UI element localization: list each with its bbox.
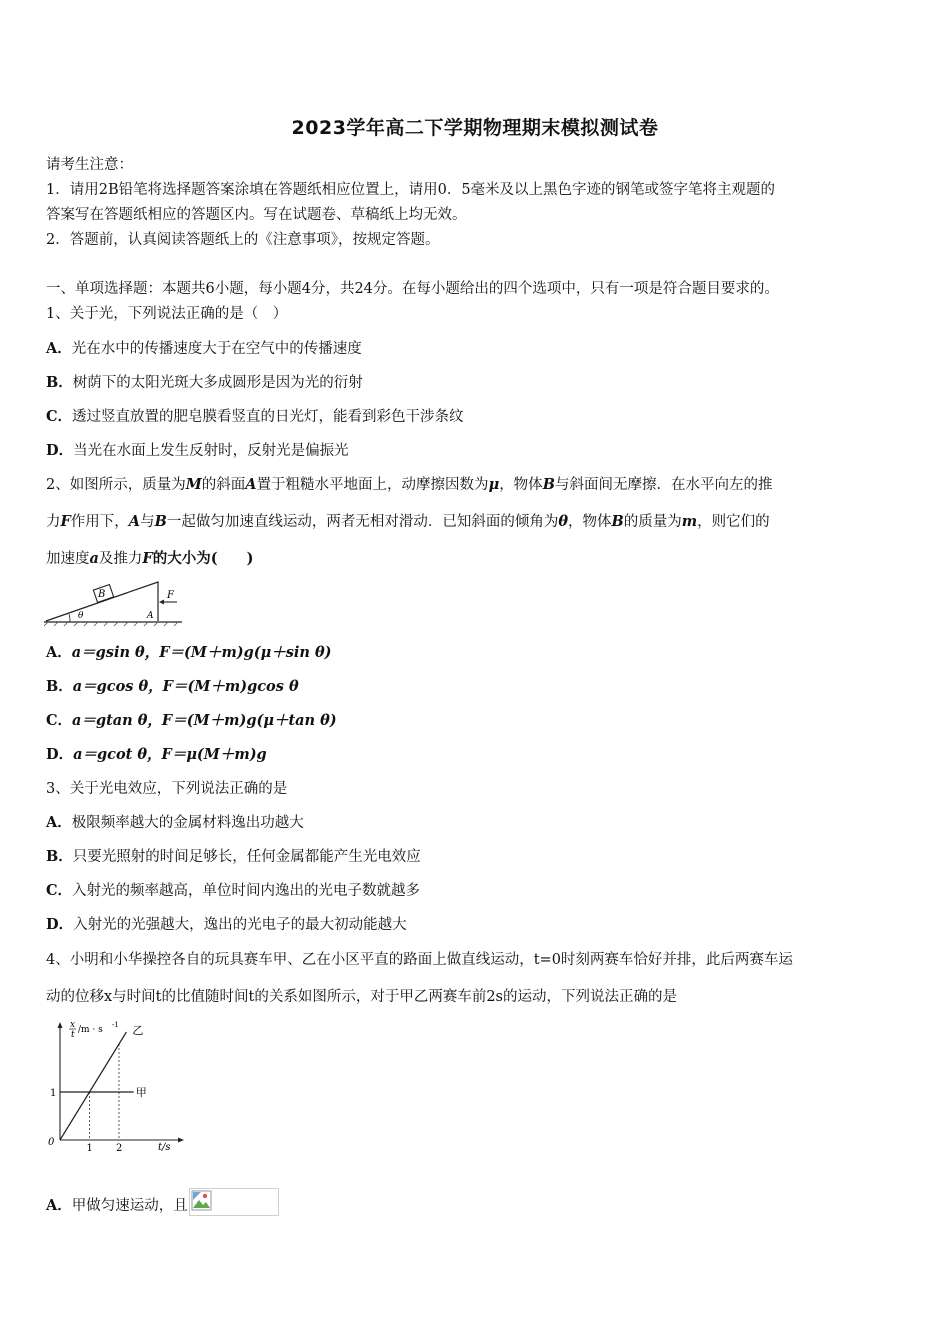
var-m: m [681,513,698,530]
x-axis-arrow [178,1138,184,1143]
q3-option-c [46,879,420,900]
text: ，物体 [568,514,612,530]
y-label-denominator: t [71,1030,75,1040]
notice-line-2: 答案写在答题纸相应的答题区内。写在试题卷、草稿纸上均无效。 [46,207,467,223]
option-text: 入射光的频率越高，单位时间内逸出的光电子数就越多 [72,883,421,899]
var-B: B [154,513,167,530]
var-A: A [245,476,257,493]
option-label: A． [46,340,72,357]
option-text: 极限频率越大的金属材料逸出功越大 [71,815,304,831]
page-title: 2023学年高二下学期物理期末模拟测试卷 [291,117,659,139]
var-mu: μ [488,476,500,493]
option-label: C． [46,882,73,899]
y-unit: /m · s [78,1025,103,1035]
option-label: D． [46,916,74,933]
text: 与斜面间无摩擦．在水平向左的推 [554,477,773,493]
text: 的大小为( ) [152,550,254,567]
y-axis-arrow [58,1022,63,1028]
text: 力 [46,514,61,530]
q2-option-c [46,709,337,730]
option-text: a＝gcot θ，F＝μ(M＋m)g [73,746,267,763]
q2-stem-line-1 [46,473,772,494]
option-text: a＝gtan θ，F＝(M＋m)g(μ＋tan θ) [72,712,337,729]
q2-option-b [46,675,299,696]
series-label-jia: 甲 [135,1086,147,1099]
option-label: B． [46,848,73,865]
text: 的质量为 [623,514,682,530]
text: 一起做匀加速直线运动，两者无相对滑动．已知斜面的倾角为 [166,514,559,530]
option-label: A． [46,1197,72,1214]
block-label: B [98,589,106,600]
notice-line-1: 1．请用2B铅笔将选择题答案涂填在答题纸相应位置上，请用0．5毫米及以上黑色字迹的钢笔或签字笔将主观题的 [46,182,776,198]
option-text: 树荫下的太阳光斑大多成圆形是因为光的衍射 [72,375,363,391]
force-arrowhead [159,600,164,605]
option-label: D． [46,442,74,459]
option-text: 只要光照射的时间足够长，任何金属都能产生光电效应 [72,849,421,865]
notice-heading: 请考生注意： [46,157,133,173]
option-label: C． [46,712,73,729]
option-label: B． [46,678,73,695]
option-text: 当光在水面上发生反射时，反射光是偏振光 [73,443,349,459]
force-label: F [167,590,174,601]
x-axis-label: t/s [158,1142,171,1153]
option-text: 入射光的光强越大，逸出的光电子的最大初动能越大 [73,917,407,933]
var-F: F [142,550,153,567]
option-text: a＝gsin θ，F＝(M＋m)g(μ＋sin θ) [71,644,332,661]
q4-stem-line-1: 4、小明和小华操控各自的玩具赛车甲、乙在小区平直的路面上做直线运动，t=0时刻两赛车恰好并排，此后两赛车运 [46,952,793,968]
q3-option-a [46,811,304,832]
q4-option-a [46,1188,279,1216]
text: 及推力 [98,551,143,567]
text: 加速度 [46,551,90,567]
tick-label-x1: 1 [86,1143,93,1154]
option-text: 甲做匀速运动，且 [71,1198,188,1214]
q1-option-a [46,337,362,358]
var-theta: θ [558,513,568,530]
broken-image-icon [189,1188,279,1216]
text: ，则它们的 [697,514,770,530]
tick-label-y1: 1 [50,1088,57,1099]
q3-option-b [46,845,421,866]
origin-label: 0 [48,1137,55,1148]
option-label: D． [46,746,74,763]
q4-graph [44,1014,194,1156]
section-heading: 一、单项选择题：本题共6小题，每小题4分，共24分。在每小题给出的四个选项中，只有一项是符合题目要求的。 [46,281,779,297]
angle-label: θ [78,611,84,621]
text: 置于粗糙水平地面上，动摩擦因数为 [256,477,489,493]
var-B: B [611,513,624,530]
text: 与 [140,514,155,530]
text: ，物体 [499,477,543,493]
q1-option-b [46,371,363,392]
option-label: C． [46,408,73,425]
option-text: 光在水中的传播速度大于在空气中的传播速度 [71,341,362,357]
option-label: A． [46,814,72,831]
q3-option-d [46,913,407,934]
series-line-yi [60,1032,126,1140]
q4-stem-line-2: 动的位移x与时间t的比值随时间t的关系如图所示，对于甲乙两赛车前2s的运动，下列说法正确的是 [46,989,677,1005]
var-A: A [128,513,141,530]
q2-stem-line-3 [46,547,253,568]
series-layer [60,1032,134,1140]
option-text: a＝gcos θ，F＝(M＋m)gcos θ [72,678,299,695]
y-label-numerator: x [70,1020,76,1030]
q1-option-c [46,405,464,426]
q3-stem: 3、关于光电效应，下列说法正确的是 [46,781,288,797]
option-label: A． [46,644,72,661]
q1-option-d [46,439,349,460]
var-F: F [60,513,71,530]
incline-figure [44,578,184,626]
incline-label: A [147,611,154,621]
angle-arc [69,614,70,622]
var-M: M [185,476,202,493]
notice-line-3: 2．答题前，认真阅读答题纸上的《注意事项》，按规定答题。 [46,232,440,248]
q1-stem: 1、关于光，下列说法正确的是（ ） [46,306,288,322]
option-label: B． [46,374,73,391]
option-text: 透过竖直放置的肥皂膜看竖直的日光灯，能看到彩色干涉条纹 [72,409,464,425]
y-unit-exponent: -1 [112,1021,119,1029]
var-B: B [542,476,555,493]
text: 2、如图所示，质量为 [46,477,186,493]
text: 的斜面 [201,477,246,493]
var-a: a [89,550,99,567]
q2-stem-line-2 [46,510,770,531]
series-label-yi: 乙 [132,1024,144,1037]
q2-option-d [46,743,267,764]
text: 作用下， [70,514,129,530]
tick-label-x2: 2 [116,1143,123,1154]
q2-option-a [46,641,332,662]
